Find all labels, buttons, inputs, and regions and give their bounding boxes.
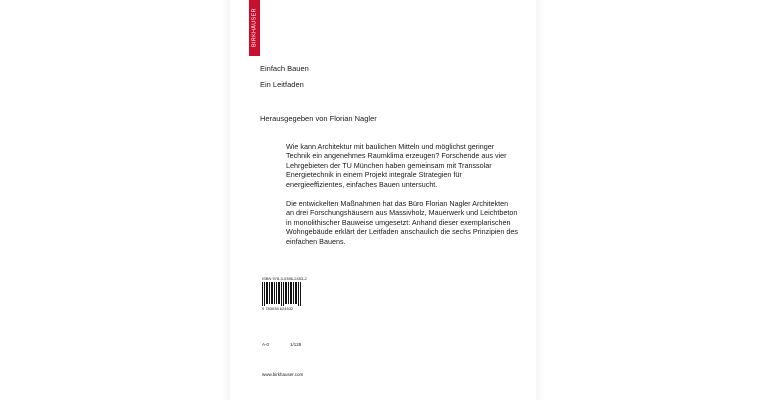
publisher-logo-text: BIRKHÄUSER xyxy=(251,8,258,48)
page-count-code: 1/128 xyxy=(290,342,302,347)
book-title: Einfach Bauen xyxy=(260,64,309,73)
barcode-digits: 9 783035 624532 xyxy=(262,306,294,311)
publisher-url: www.birkhauser.com xyxy=(262,372,304,377)
page-edge-right xyxy=(536,0,544,400)
blurb-paragraph-2: Die entwickelten Maßnahmen hat das Büro Florian Nagler Architekten an drei Forschungshäusern aus Massivholz, Mauerwerk und Leichtbeton in monolithischer Bauweise umgesetzt: Anhand dieser exemplarischen Wohngebäude erklärt der Leitfaden anschaulich die sechs Prinzipien des einfachen Bauens. xyxy=(286,199,519,246)
isbn-text: ISBN 978-3-0356-2453-2 xyxy=(262,276,307,281)
barcode-icon xyxy=(262,282,302,306)
product-code: A-0 xyxy=(262,342,270,347)
book-editor: Herausgegeben von Florian Nagler xyxy=(260,114,377,123)
book-subtitle: Ein Leitfaden xyxy=(260,80,304,89)
page-edge-left xyxy=(222,0,230,400)
blurb-paragraph-1: Wie kann Architektur mit baulichen Mitteln und möglichst geringer Technik ein angenehmes Raumklima erzeugen? Forschende aus vier Lehrgebieten der TU München haben gemeinsam mit Transsolar Energietechnik in einem Projekt integrale Strategien für energieeffizientes, einfaches Bauen untersucht. xyxy=(286,142,507,189)
